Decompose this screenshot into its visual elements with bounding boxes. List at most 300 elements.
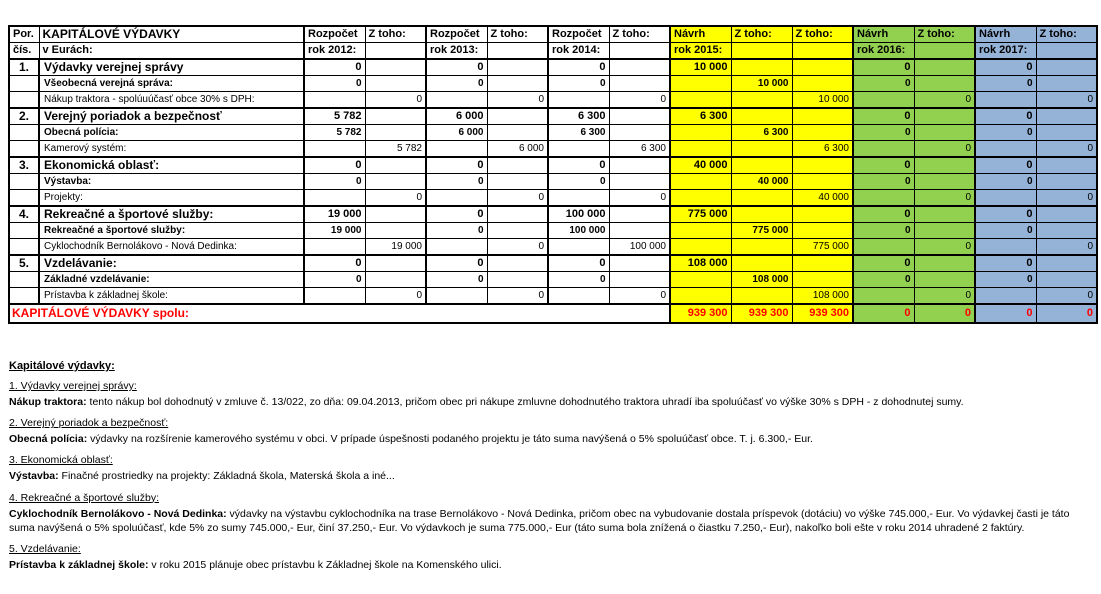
table-row xyxy=(9,288,1097,305)
row-number: 1. xyxy=(9,59,39,76)
col-header-r2013-bottom: rok 2013: xyxy=(426,43,487,60)
table-row xyxy=(9,76,1097,92)
col-header-z2014-top: Z toho: xyxy=(609,26,670,43)
cell-r2014: 6 300 xyxy=(548,125,609,141)
cell-z2015a xyxy=(731,157,792,174)
cell-n2016: 0 xyxy=(853,206,914,223)
cell-z2015b: 6 300 xyxy=(792,141,853,158)
total-row-label: KAPITÁLOVÉ VÝDAVKY spolu: xyxy=(9,304,670,323)
col-header-r2014-bottom: rok 2014: xyxy=(548,43,609,60)
cell-r2012: 0 xyxy=(304,59,365,76)
cell-n2017: 0 xyxy=(975,272,1036,288)
col-header-z2015a-bottom xyxy=(731,43,792,60)
cell-z2015a xyxy=(731,255,792,272)
cell-r2013: 0 xyxy=(426,76,487,92)
cell-n2016: 0 xyxy=(853,255,914,272)
cell-r2012: 0 xyxy=(304,272,365,288)
cell-z2014 xyxy=(609,206,670,223)
cell-z2013 xyxy=(487,59,548,76)
footnote-text: Finačné prostriedky na projekty: Základná škola, Materská škola a iné... xyxy=(58,470,395,483)
table-row xyxy=(9,174,1097,190)
cell-z2015b xyxy=(792,59,853,76)
cell-z2015b xyxy=(792,125,853,141)
col-header-z2012-top: Z toho: xyxy=(365,26,426,43)
cell-r2013: 0 xyxy=(426,157,487,174)
cell-z2014 xyxy=(609,272,670,288)
cell-z2015b xyxy=(792,223,853,239)
cell-r2014 xyxy=(548,92,609,109)
cell-z2012 xyxy=(365,206,426,223)
col-header-z2015b-top: Z toho: xyxy=(792,26,853,43)
cell-z2016 xyxy=(914,174,975,190)
table-row xyxy=(9,59,1097,76)
cell-z2015a xyxy=(731,92,792,109)
cell-r2014: 0 xyxy=(548,157,609,174)
row-number xyxy=(9,174,39,190)
col-header-z2014-bottom xyxy=(609,43,670,60)
cell-z2014: 100 000 xyxy=(609,239,670,256)
cell-z2015b xyxy=(792,108,853,125)
cell-z2017 xyxy=(1036,174,1097,190)
footnotes xyxy=(9,360,1095,572)
footnotes-heading: Kapitálové výdavky: xyxy=(9,360,115,372)
table-row xyxy=(9,239,1097,256)
cell-r2014 xyxy=(548,288,609,305)
row-label: Základné vzdelávanie: xyxy=(39,272,304,288)
total-cell-n2016: 0 xyxy=(853,304,914,323)
cell-z2014: 0 xyxy=(609,92,670,109)
cell-n2017: 0 xyxy=(975,125,1036,141)
footnote-body xyxy=(9,469,1095,483)
row-number xyxy=(9,76,39,92)
col-header-r2014-top: Rozpočet xyxy=(548,26,609,43)
row-number xyxy=(9,190,39,207)
cell-z2015a xyxy=(731,190,792,207)
cell-n2016: 0 xyxy=(853,223,914,239)
col-header-r2012-top: Rozpočet xyxy=(304,26,365,43)
cell-z2012: 0 xyxy=(365,92,426,109)
col-header-n2016-bottom: rok 2016: xyxy=(853,43,914,60)
cell-z2014: 0 xyxy=(609,288,670,305)
cell-r2012: 5 782 xyxy=(304,108,365,125)
row-label: Verejný poriadok a bezpečnosť xyxy=(39,108,304,125)
cell-z2014 xyxy=(609,255,670,272)
row-label: Cyklochodník Bernolákovo - Nová Dedinka: xyxy=(39,239,304,256)
cell-r2013: 6 000 xyxy=(426,125,487,141)
cell-n2015: 108 000 xyxy=(670,255,731,272)
col-header-z2015a-top: Z toho: xyxy=(731,26,792,43)
cell-z2016 xyxy=(914,223,975,239)
cell-r2014: 0 xyxy=(548,272,609,288)
cell-n2016 xyxy=(853,288,914,305)
cell-z2017 xyxy=(1036,59,1097,76)
footnote-section-label: 5. Vzdelávanie: xyxy=(9,542,81,555)
cell-z2017: 0 xyxy=(1036,288,1097,305)
cell-z2013: 0 xyxy=(487,288,548,305)
row-label: Kamerový systém: xyxy=(39,141,304,158)
cell-z2012 xyxy=(365,157,426,174)
cell-z2013 xyxy=(487,125,548,141)
cell-z2017 xyxy=(1036,255,1097,272)
cell-r2014: 0 xyxy=(548,76,609,92)
footnote-lead: Obecná polícia: xyxy=(9,433,88,446)
cell-z2016 xyxy=(914,59,975,76)
cell-n2015 xyxy=(670,239,731,256)
row-number: 3. xyxy=(9,157,39,174)
row-label: Nákup traktora - spolúuúčasť obce 30% s DPH: xyxy=(39,92,304,109)
footnote-section-label: 4. Rekreačné a športové služby: xyxy=(9,491,159,504)
footnote-lead: Výstavba: xyxy=(9,470,59,483)
cell-n2016: 0 xyxy=(853,157,914,174)
cell-r2014 xyxy=(548,190,609,207)
cell-n2016 xyxy=(853,239,914,256)
row-label: Projekty: xyxy=(39,190,304,207)
table-title: KAPITÁLOVÉ VÝDAVKY xyxy=(39,26,304,43)
cell-z2013 xyxy=(487,76,548,92)
cell-r2012 xyxy=(304,190,365,207)
cell-z2015a xyxy=(731,108,792,125)
cell-r2012 xyxy=(304,239,365,256)
cell-z2013 xyxy=(487,223,548,239)
cell-z2013: 6 000 xyxy=(487,141,548,158)
cell-z2015b xyxy=(792,76,853,92)
cell-n2015: 6 300 xyxy=(670,108,731,125)
cell-z2017: 0 xyxy=(1036,239,1097,256)
cell-z2014 xyxy=(609,76,670,92)
cell-n2017 xyxy=(975,190,1036,207)
col-header-por: Por. xyxy=(9,26,39,43)
footnote-lead: Cyklochodník Bernolákovo - Nová Dedinka: xyxy=(9,507,227,520)
cell-z2015b xyxy=(792,272,853,288)
cell-n2015 xyxy=(670,190,731,207)
cell-n2015 xyxy=(670,141,731,158)
cell-z2017: 0 xyxy=(1036,92,1097,109)
cell-z2013: 0 xyxy=(487,239,548,256)
cell-n2016 xyxy=(853,141,914,158)
cell-z2016 xyxy=(914,125,975,141)
cell-r2012 xyxy=(304,92,365,109)
cell-z2016: 0 xyxy=(914,288,975,305)
cell-n2015 xyxy=(670,76,731,92)
cell-z2016: 0 xyxy=(914,190,975,207)
cell-z2015a: 40 000 xyxy=(731,174,792,190)
cell-z2017 xyxy=(1036,157,1097,174)
cell-r2013: 0 xyxy=(426,255,487,272)
cell-z2015b xyxy=(792,255,853,272)
footnote-text: výdavky na rozšírenie kamerového systému v obci. V prípade úspešnosti podaného projektu je táto suma navýšená o 5% spoluúčasť obce. T. j. 6.300,- Eur. xyxy=(87,433,813,446)
cell-r2012 xyxy=(304,141,365,158)
table-row xyxy=(9,125,1097,141)
row-label: Ekonomická oblasť: xyxy=(39,157,304,174)
table-row xyxy=(9,190,1097,207)
cell-r2014: 0 xyxy=(548,255,609,272)
cell-z2014 xyxy=(609,174,670,190)
table-subtitle: v Eurách: xyxy=(39,43,304,60)
cell-z2015b: 775 000 xyxy=(792,239,853,256)
cell-z2013 xyxy=(487,206,548,223)
cell-z2014: 6 300 xyxy=(609,141,670,158)
table-row xyxy=(9,272,1097,288)
cell-r2013: 0 xyxy=(426,59,487,76)
cell-n2017: 0 xyxy=(975,108,1036,125)
table-body xyxy=(9,59,1097,323)
cell-n2016: 0 xyxy=(853,125,914,141)
cell-n2015: 775 000 xyxy=(670,206,731,223)
cell-r2013: 0 xyxy=(426,223,487,239)
cell-z2017 xyxy=(1036,125,1097,141)
col-header-z2012-bottom xyxy=(365,43,426,60)
cell-z2016: 0 xyxy=(914,92,975,109)
col-header-n2017-bottom: rok 2017: xyxy=(975,43,1036,60)
footnote-section-label: 2. Verejný poriadok a bezpečnosť: xyxy=(9,417,169,430)
row-label: Obecná polícia: xyxy=(39,125,304,141)
col-header-n2015-bottom: rok 2015: xyxy=(670,43,731,60)
cell-n2015: 10 000 xyxy=(670,59,731,76)
col-header-z2017-top: Z toho: xyxy=(1036,26,1097,43)
cell-z2016: 0 xyxy=(914,239,975,256)
table-row xyxy=(9,255,1097,272)
cell-n2016 xyxy=(853,92,914,109)
cell-z2012 xyxy=(365,223,426,239)
cell-z2012 xyxy=(365,272,426,288)
row-label: Rekreačné a športové služby: xyxy=(39,223,304,239)
footnote-lead: Nákup traktora: xyxy=(9,396,87,408)
cell-z2016 xyxy=(914,255,975,272)
col-header-z2013-top: Z toho: xyxy=(487,26,548,43)
cell-z2013 xyxy=(487,108,548,125)
cell-z2017: 0 xyxy=(1036,190,1097,207)
row-number xyxy=(9,239,39,256)
cell-z2015a xyxy=(731,59,792,76)
row-number: 2. xyxy=(9,108,39,125)
col-header-n2016-top: Návrh xyxy=(853,26,914,43)
cell-z2015a xyxy=(731,288,792,305)
row-number xyxy=(9,288,39,305)
col-header-r2013-top: Rozpočet xyxy=(426,26,487,43)
budget-table-wrapper xyxy=(8,25,1098,324)
cell-r2013 xyxy=(426,141,487,158)
cell-z2012 xyxy=(365,174,426,190)
row-number: 4. xyxy=(9,206,39,223)
table-row xyxy=(9,141,1097,158)
col-header-z2015b-bottom xyxy=(792,43,853,60)
cell-z2015a: 10 000 xyxy=(731,76,792,92)
cell-z2013 xyxy=(487,255,548,272)
cell-n2017: 0 xyxy=(975,255,1036,272)
footnote-body xyxy=(9,558,1095,572)
cell-r2013 xyxy=(426,239,487,256)
col-header-z2013-bottom xyxy=(487,43,548,60)
table-header xyxy=(9,26,1097,59)
row-label: Rekreačné a športové služby: xyxy=(39,206,304,223)
col-header-r2012-bottom: rok 2012: xyxy=(304,43,365,60)
cell-n2017 xyxy=(975,141,1036,158)
cell-n2016: 0 xyxy=(853,108,914,125)
cell-r2012: 5 782 xyxy=(304,125,365,141)
row-number xyxy=(9,223,39,239)
total-cell-n2015: 939 300 xyxy=(670,304,731,323)
cell-z2015b xyxy=(792,157,853,174)
cell-z2013 xyxy=(487,272,548,288)
cell-z2015b xyxy=(792,206,853,223)
cell-z2017 xyxy=(1036,108,1097,125)
cell-z2015b: 10 000 xyxy=(792,92,853,109)
cell-r2013: 0 xyxy=(426,174,487,190)
cell-n2016: 0 xyxy=(853,59,914,76)
col-header-z2016-top: Z toho: xyxy=(914,26,975,43)
row-label: Prístavba k základnej škole: xyxy=(39,288,304,305)
table-row xyxy=(9,92,1097,109)
footnote-text: výdavky na výstavbu cyklochodníka na trase Bernolákovo - Nová Dedinka, pričom obec na vybudovanie dostala príspevok (dotáciu) vo výške 745.000,- Eur. Vo výdavkej časti je táto suma navýšená o 5% spoluúčasť, kde 5% zo sumy 745.000,- Eur, činí 37.250,- Eur. Vo výdavkoch je suma 775.000,- Eur (táto suma bola znížená o čiastku 7.250,- Eur), nakoľko boli ešte v roku 2014 uhradené 2 faktúry. xyxy=(9,507,1070,534)
cell-n2017: 0 xyxy=(975,174,1036,190)
cell-z2016 xyxy=(914,272,975,288)
cell-z2012: 5 782 xyxy=(365,141,426,158)
cell-z2012 xyxy=(365,108,426,125)
cell-z2017: 0 xyxy=(1036,141,1097,158)
table-row xyxy=(9,206,1097,223)
cell-n2017: 0 xyxy=(975,157,1036,174)
total-cell-n2017: 0 xyxy=(975,304,1036,323)
cell-z2014 xyxy=(609,223,670,239)
cell-z2016: 0 xyxy=(914,141,975,158)
col-header-cis: čís. xyxy=(9,43,39,60)
cell-z2015b xyxy=(792,174,853,190)
cell-z2012: 19 000 xyxy=(365,239,426,256)
cell-z2015a: 775 000 xyxy=(731,223,792,239)
cell-n2015 xyxy=(670,272,731,288)
cell-z2014 xyxy=(609,157,670,174)
footnote-text: tento nákup bol dohodnutý v zmluve č. 13/022, zo dňa: 09.04.2013, pričom obec pri nákupe zmluvne dohodnutého traktora uhradí iba spoluúčasť vo výške 30% s DPH - z dohodnutej sumy. xyxy=(86,396,964,408)
cell-r2013 xyxy=(426,288,487,305)
cell-r2012 xyxy=(304,288,365,305)
cell-n2015 xyxy=(670,288,731,305)
cell-n2015 xyxy=(670,92,731,109)
cell-z2017 xyxy=(1036,272,1097,288)
cell-r2012: 19 000 xyxy=(304,223,365,239)
cell-z2015a: 108 000 xyxy=(731,272,792,288)
cell-z2016 xyxy=(914,157,975,174)
cell-z2015a: 6 300 xyxy=(731,125,792,141)
cell-r2014: 6 300 xyxy=(548,108,609,125)
cell-z2017 xyxy=(1036,223,1097,239)
cell-z2012 xyxy=(365,59,426,76)
cell-n2015 xyxy=(670,223,731,239)
total-cell-z2017: 0 xyxy=(1036,304,1097,323)
cell-r2013 xyxy=(426,190,487,207)
cell-r2013: 6 000 xyxy=(426,108,487,125)
col-header-z2017-bottom xyxy=(1036,43,1097,60)
cell-z2014 xyxy=(609,108,670,125)
cell-z2012 xyxy=(365,125,426,141)
cell-z2017 xyxy=(1036,76,1097,92)
cell-z2016 xyxy=(914,76,975,92)
row-label: Všeobecná verejná správa: xyxy=(39,76,304,92)
row-label: Výdavky verejnej správy xyxy=(39,59,304,76)
cell-z2014: 0 xyxy=(609,190,670,207)
cell-r2012: 0 xyxy=(304,255,365,272)
cell-r2014: 100 000 xyxy=(548,223,609,239)
total-row xyxy=(9,304,1097,323)
cell-r2014: 0 xyxy=(548,174,609,190)
cell-z2015b: 108 000 xyxy=(792,288,853,305)
footnote-body xyxy=(9,432,1095,446)
footnote-body xyxy=(9,395,1095,409)
col-header-n2017-top: Návrh xyxy=(975,26,1036,43)
cell-r2012: 0 xyxy=(304,76,365,92)
cell-r2014: 0 xyxy=(548,59,609,76)
cell-r2014 xyxy=(548,239,609,256)
cell-z2016 xyxy=(914,206,975,223)
cell-r2012: 0 xyxy=(304,157,365,174)
cell-z2015a xyxy=(731,206,792,223)
cell-z2013: 0 xyxy=(487,190,548,207)
cell-z2013: 0 xyxy=(487,92,548,109)
footnote-lead: Prístavba k základnej škole: xyxy=(9,558,149,571)
cell-z2014 xyxy=(609,59,670,76)
cell-r2012: 0 xyxy=(304,174,365,190)
cell-z2015a xyxy=(731,239,792,256)
cell-r2013: 0 xyxy=(426,206,487,223)
cell-z2015b: 40 000 xyxy=(792,190,853,207)
cell-z2012 xyxy=(365,255,426,272)
row-number: 5. xyxy=(9,255,39,272)
cell-n2017 xyxy=(975,92,1036,109)
cell-r2014 xyxy=(548,141,609,158)
table-row xyxy=(9,223,1097,239)
footnote-text: v roku 2015 plánuje obec prístavbu k Základnej škole na Komenského ulici. xyxy=(148,558,502,571)
capital-expenditures-table xyxy=(8,25,1098,324)
cell-n2017 xyxy=(975,288,1036,305)
cell-n2016: 0 xyxy=(853,174,914,190)
row-number xyxy=(9,141,39,158)
cell-z2013 xyxy=(487,157,548,174)
footnote-section-label: 3. Ekonomická oblasť: xyxy=(9,454,113,467)
row-number xyxy=(9,272,39,288)
cell-r2013 xyxy=(426,92,487,109)
cell-z2016 xyxy=(914,108,975,125)
cell-n2015: 40 000 xyxy=(670,157,731,174)
cell-r2012: 19 000 xyxy=(304,206,365,223)
cell-n2017: 0 xyxy=(975,206,1036,223)
cell-n2016: 0 xyxy=(853,272,914,288)
row-number xyxy=(9,125,39,141)
footnote-body xyxy=(9,507,1095,535)
cell-z2013 xyxy=(487,174,548,190)
cell-n2015 xyxy=(670,125,731,141)
cell-n2017 xyxy=(975,239,1036,256)
cell-n2017: 0 xyxy=(975,223,1036,239)
cell-n2016 xyxy=(853,190,914,207)
table-row xyxy=(9,157,1097,174)
cell-r2013: 0 xyxy=(426,272,487,288)
total-cell-z2015a: 939 300 xyxy=(731,304,792,323)
col-header-z2016-bottom xyxy=(914,43,975,60)
cell-n2016: 0 xyxy=(853,76,914,92)
cell-z2012 xyxy=(365,76,426,92)
row-label: Výstavba: xyxy=(39,174,304,190)
cell-z2012: 0 xyxy=(365,190,426,207)
row-label: Vzdelávanie: xyxy=(39,255,304,272)
row-number xyxy=(9,92,39,109)
cell-z2017 xyxy=(1036,206,1097,223)
footnote-section-label: 1. Výdavky verejnej správy: xyxy=(9,380,137,392)
total-cell-z2015b: 939 300 xyxy=(792,304,853,323)
table-row xyxy=(9,108,1097,125)
cell-z2014 xyxy=(609,125,670,141)
cell-z2012: 0 xyxy=(365,288,426,305)
cell-n2017: 0 xyxy=(975,59,1036,76)
cell-z2015a xyxy=(731,141,792,158)
